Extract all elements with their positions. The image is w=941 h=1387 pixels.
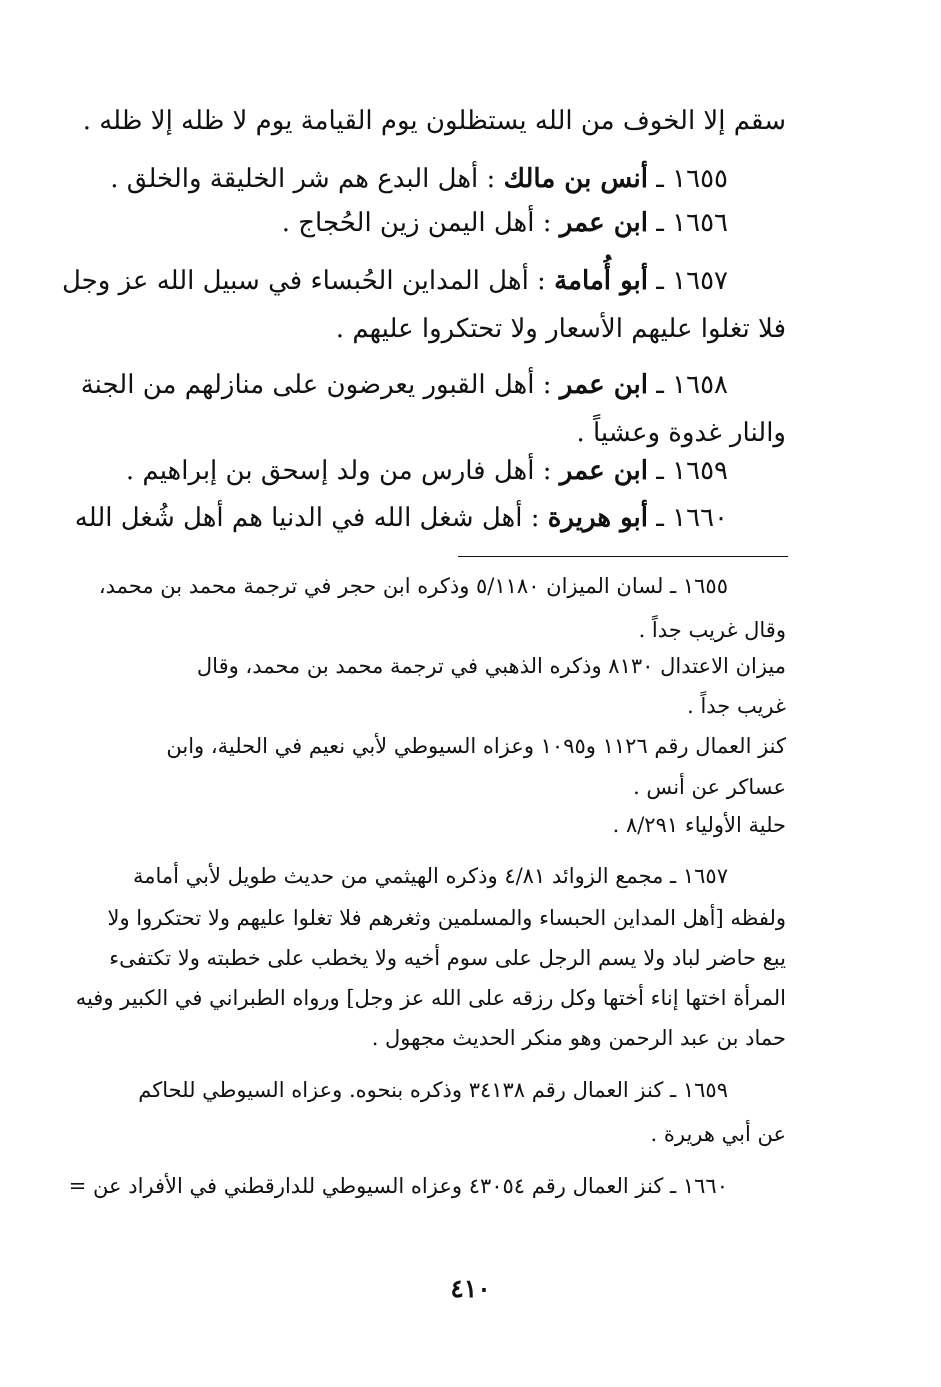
footnote-separator [458,556,788,557]
entry-number: ١٦٥٥ ـ [656,164,728,194]
entry-number: ١٦٥٦ ـ [656,208,728,238]
main-continuation-line: سقم إلا الخوف من الله يستظلون يوم القيامة يوم لا ظله إلا ظله . [82,106,786,136]
footnote-line: ١٦٥٥ ـ لسان الميزان ٥/١١٨٠ وذكره ابن حجر في ترجمة محمد بن محمد، [98,574,728,598]
entry-narrator: ابن عمر [559,370,648,400]
footnote-line: عساكر عن أنس . [633,775,786,799]
footnote-line: حماد بن عبد الرحمن وهو منكر الحديث مجهول . [371,1026,786,1050]
entry-narrator: ابن عمر [559,456,648,486]
entry-text: : أهل المداين الحُبساء في سبيل الله عز وجل [61,266,546,296]
footnote-line: ١٦٥٧ ـ مجمع الزوائد ٤/٨١ وذكره الهيثمي من حديث طويل لأبي أمامة [132,864,728,888]
entry-number: ١٦٥٩ ـ [656,456,728,486]
footnote-line: ميزان الاعتدال ٨١٣٠ وذكره الذهبي في ترجمة محمد بن محمد، وقال [196,654,786,678]
entry-1655 [110,166,728,192]
entry-narrator: ابن عمر [559,208,648,238]
footnote-line: غريب جداً . [687,694,786,718]
footnote-line: المرأة اختها إناء أختها وكل رزقه على الله عز وجل] ورواه الطبراني في الكبير وفيه [75,986,786,1010]
footnote-line: ١٦٦٠ ـ كنز العمال رقم ٤٣٠٥٤ وعزاه السيوطي للدارقطني في الأفراد عن = [68,1174,728,1198]
footnote-line: حلية الأولياء ٨/٢٩١ . [612,813,786,837]
entry-1658-continuation: والنار غدوة وعشياً . [576,418,786,448]
entry-1660 [75,505,728,531]
entry-1659 [126,458,728,484]
entry-text: : أهل البدع هم شر الخليقة والخلق . [110,164,496,194]
footnote-line: عن أبي هريرة . [650,1122,786,1146]
entry-1658 [81,372,728,398]
entry-text: : أهل اليمن زين الحُجاج . [281,208,552,238]
footnote-line: ١٦٥٩ ـ كنز العمال رقم ٣٤١٣٨ وذكره بنحوه. وعزاه السيوطي للحاكم [138,1078,728,1102]
entry-1657-continuation: فلا تغلوا عليهم الأسعار ولا تحتكروا عليهم . [335,314,786,344]
footnote-line: يبع حاضر لباد ولا يسم الرجل على سوم أخيه ولا يخطب على خطبته ولا تكتفىء [109,946,786,970]
entry-number: ١٦٥٧ ـ [656,266,728,296]
entry-narrator: أبو أُمامة [554,266,648,296]
footnote-line: ولفظه [أهل المداين الحبساء والمسلمين وثغرهم فلا تغلوا عليهم ولا تحتكروا ولا [107,906,786,930]
entry-narrator: أبو هريرة [547,503,648,533]
entry-text: : أهل فارس من ولد إسحق بن إبراهيم . [125,456,552,486]
entry-number: ١٦٦٠ ـ [656,503,728,533]
entry-text: : أهل القبور يعرضون على منازلهم من الجنة [80,370,552,400]
footnote-line: وقال غريب جداً . [638,618,786,642]
entry-1656 [282,210,728,236]
entry-narrator: أنس بن مالك [503,164,648,194]
entry-number: ١٦٥٨ ـ [656,370,728,400]
page-number: ٤١٠ [450,1274,491,1303]
footnote-line: كنز العمال رقم ١١٢٦ و١٠٩٥ وعزاه السيوطي لأبي نعيم في الحلية، وابن [166,734,786,758]
entry-text: : أهل شغل الله في الدنيا هم أهل شُغل الله [74,503,540,533]
entry-1657 [62,268,728,294]
